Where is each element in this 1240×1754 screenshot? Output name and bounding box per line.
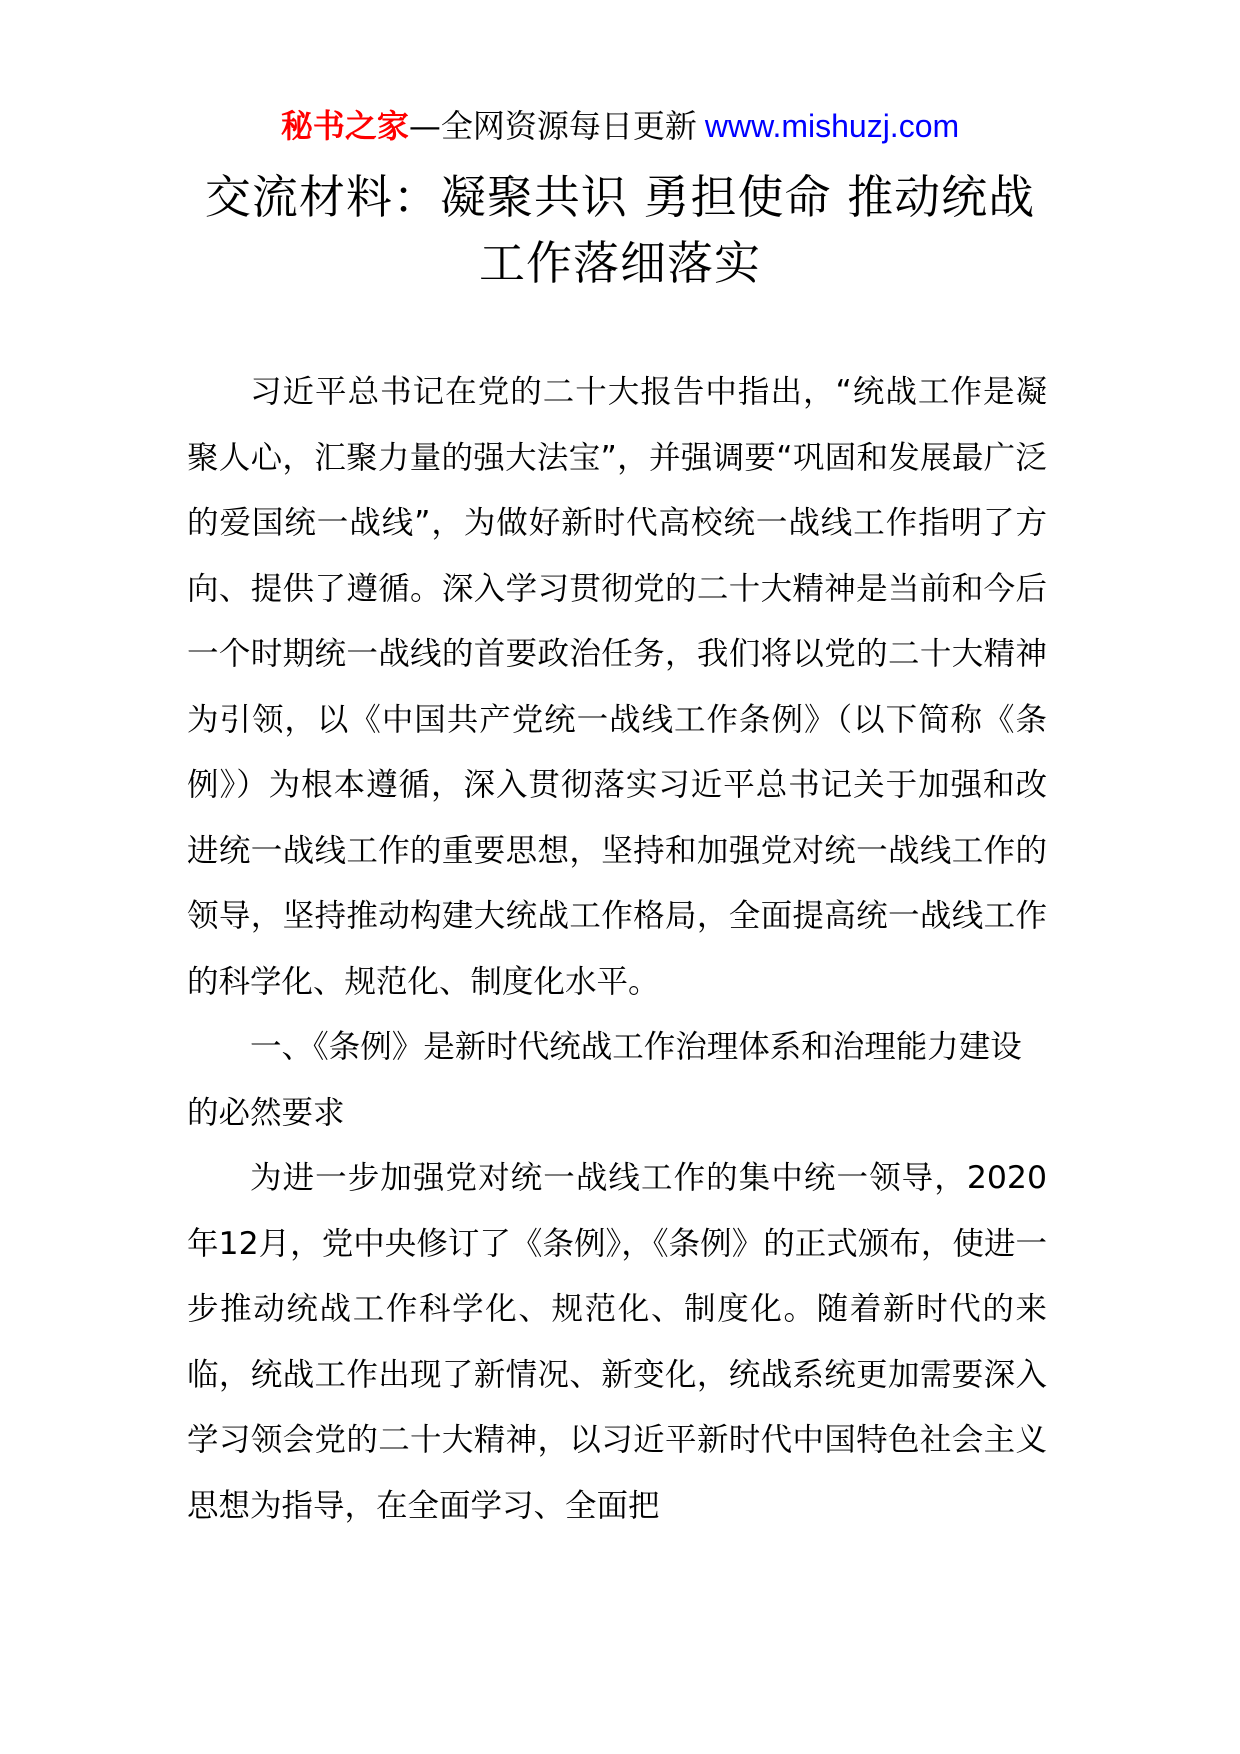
brand-name: 秘书之家 (280, 107, 409, 145)
document-body (187, 360, 1047, 1539)
section-heading-1: 一、《条例》是新时代统战工作治理体系和治理能力建设的必然要求 (187, 1029, 1022, 1131)
header-tagline: —全网资源每日更新 (408, 107, 697, 145)
paragraph-section-1: 为进一步加强党对统一战线工作的集中统一领导，2020年12月，党中央修订了《条例》，《条例》的正式颁布，使进一步推动统战工作科学化、规范化、制度化。随着新时代的来临，统战工作出现了新情况、新变化，统战系统更加需要深入学习领会党的二十大精神，以习近平新时代中国特色社会主义思想为指导，在全面学习、全面把 (187, 1160, 1047, 1524)
title-line-2: 工作落细落实 (479, 236, 761, 290)
title-line-1: 交流材料：凝聚共识 勇担使命 推动统战 (204, 170, 1036, 224)
document-title (120, 164, 1120, 296)
paragraph-intro: 习近平总书记在党的二十大报告中指出，“统战工作是凝聚人心，汇聚力量的强大法宝”，并强调要“巩固和发展最广泛的爱国统一战线”，为做好新时代高校统一战线工作指明了方向、提供了遵循。深入学习贯彻党的二十大精神是当前和今后一个时期统一战线的首要政治任务，我们将以党的二十大精神为引领，以《中国共产党统一战线工作条例》（以下简称《条例》）为根本遵循，深入贯彻落实习近平总书记关于加强和改进统一战线工作的重要思想，坚持和加强党对统一战线工作的领导，坚持推动构建大统战工作格局，全面提高统一战线工作的科学化、规范化、制度化水平。 (187, 374, 1047, 1000)
site-header (0, 104, 1240, 148)
site-url-link[interactable]: www.mishuzj.com (704, 108, 960, 144)
